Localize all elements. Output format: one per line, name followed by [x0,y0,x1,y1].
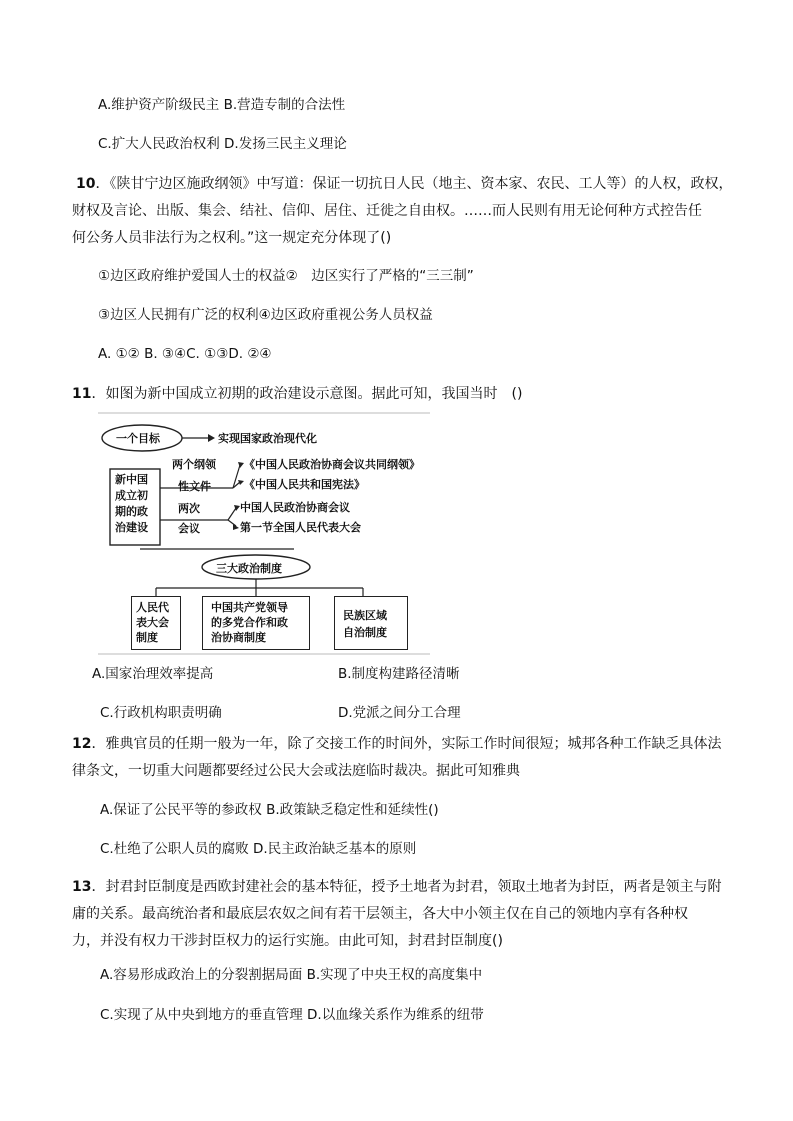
q13-stem-line-2: 庸的关系。最高统治者和最底层农奴之间有若干层领主，各大中小领主仅在自己的领地内享有各种权 [72,906,688,922]
meeting-npc: 第一节全国人民代表大会 [240,521,361,534]
center-box-label: 新中国 成立初 期的政 治建设 [115,473,148,534]
q9-option-cd: C.扩大人民政治权利 D.发扬三民主义理论 [98,136,347,152]
q12-stem-line-1: 12．雅典官员的任期一般为一年，除了交接工作的时间外，实际工作时间很短；城邦各种工作缺乏具体法 [72,736,722,752]
q12-stem-line-2: 律条文，一切重大问题都要经过公民大会或法庭临时裁决。据此可知雅典 [72,763,520,779]
q9-option-ab: A.维护资产阶级民主 B.营造专制的合法性 [98,97,346,113]
q10-stem-line-3: 何公务人员非法行为之权利。”这一规定充分体现了() [72,230,392,246]
q11-option-c: C.行政机构职责明确 [100,705,222,721]
system-cpc-box: 中国共产党领导 的多党合作和政 治协商制度 [202,596,310,650]
doc-constitution: 《中国人民共和国宪法》 [244,478,365,491]
q10-number: 10 [76,176,96,192]
meeting-cppcc: 中国人民政治协商会议 [240,501,350,514]
q11-number: 11 [72,386,92,402]
q13-option-ab: A.容易形成政治上的分裂割据局面 B.实现了中央王权的高度集中 [100,967,483,983]
q13-stem-line-1: 13．封君封臣制度是西欧封建社会的基本特征，授予土地者为封君，领取土地者为封臣，两者是领主与附 [72,879,722,895]
q10-stem-line-2: 财权及言论、出版、集会、结社、信仰、居住、迁徙之自由权。……而人民则有用无论何种方式控告任 [72,203,702,219]
meetings-label-1: 两次 [178,502,200,515]
docs-label-1: 两个纲领 [172,458,216,471]
system-autonomy-box: 民族区域 自治制度 [334,596,408,650]
q10-stem-line-1: 10．《陕甘宁边区施政纲领》中写道：保证一切抗日人民（地主、资本家、农民、工人等）的人权，政权， [76,176,733,192]
doc-common-program: 《中国人民政治协商会议共同纲领》 [244,458,420,471]
q11-option-a: A.国家治理效率提高 [92,666,214,682]
q13-stem-line-3: 力，并没有权力干涉封臣权力的运行实施。由此可知，封君封臣制度() [72,933,503,949]
q12-option-ab: A.保证了公民平等的参政权 B.政策缺乏稳定性和延续性() [100,802,439,818]
q13-option-cd: C.实现了从中央到地方的垂直管理 D.以血缘关系作为维系的纽带 [100,1007,484,1023]
q10-statements-1: ①边区政府维护爱国人士的权益② 边区实行了严格的“三三制” [98,268,474,284]
q10-statements-2: ③边区人民拥有广泛的权利④边区政府重视公务人员权益 [98,307,433,323]
systems-label: 三大政治制度 [216,562,282,575]
q11-option-d: D.党派之间分工合理 [338,705,461,721]
q13-number: 13 [72,879,92,895]
docs-label-2: 性文件 [178,480,211,493]
q11-option-b: B.制度构建路径清晰 [338,666,460,682]
system-npc-box: 人民代 表大会 制度 [131,596,181,650]
political-construction-diagram [98,412,430,656]
q12-number: 12 [72,736,92,752]
q11-stem: 11．如图为新中国成立初期的政治建设示意图。据此可知，我国当时 () [72,386,523,402]
meetings-label-2: 会议 [178,522,200,535]
q10-options: A. ①② B. ③④C. ①③D. ②④ [98,346,272,362]
goal-text: 实现国家政治现代化 [218,432,317,445]
q12-option-cd: C.杜绝了公职人员的腐败 D.民主政治缺乏基本的原则 [100,841,417,857]
goal-label: 一个目标 [116,432,160,445]
